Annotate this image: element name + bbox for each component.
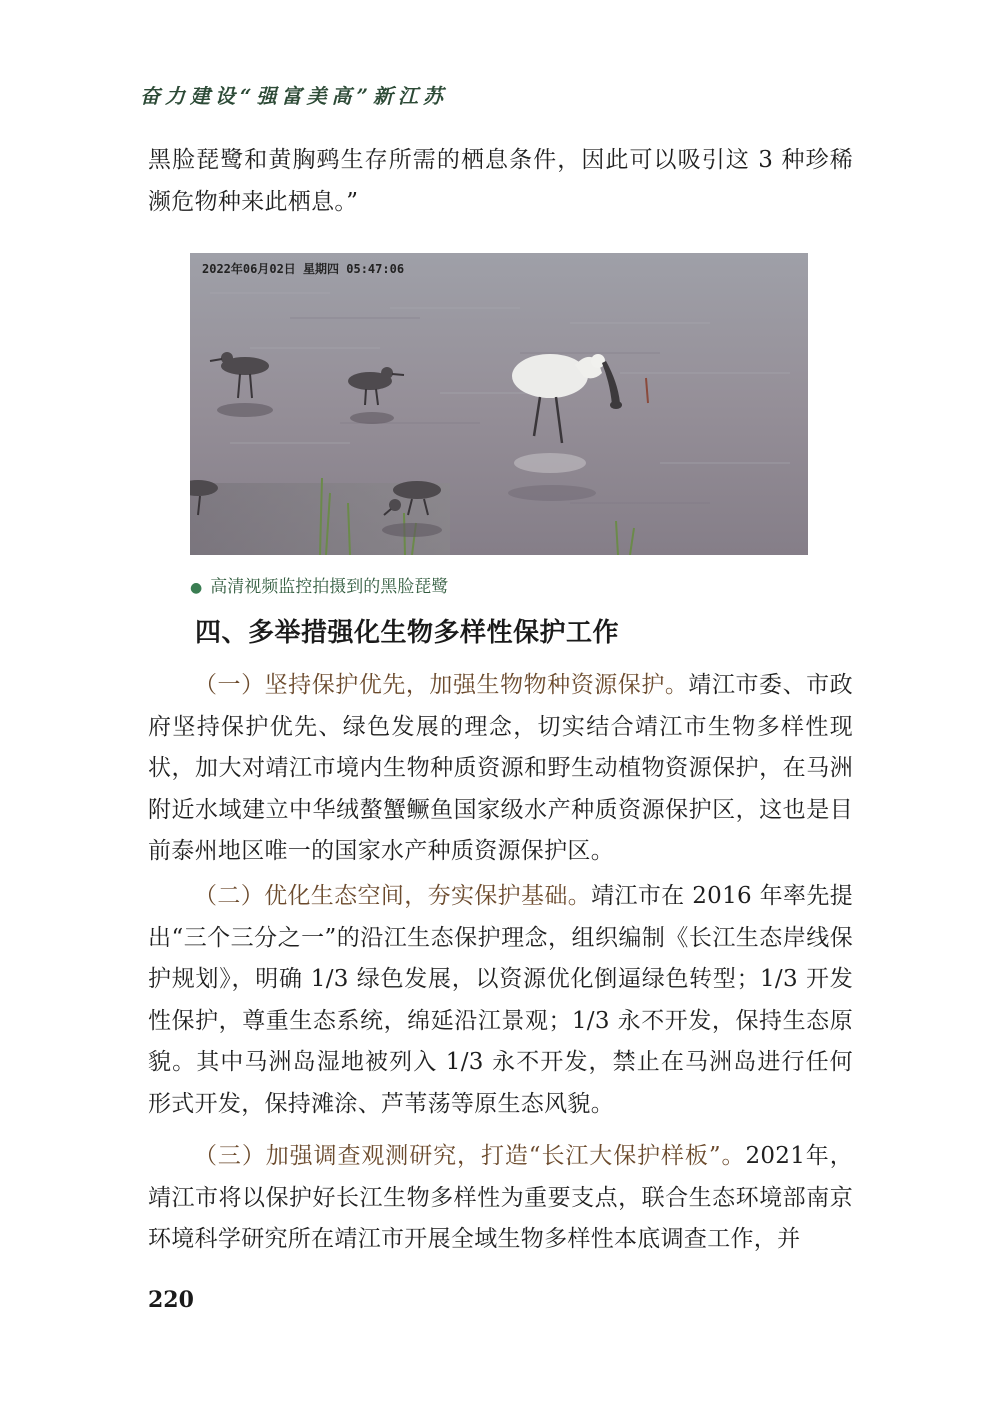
photo-timestamp: 2022年06月02日 星期四 05:47:06	[202, 262, 405, 276]
paragraph-text: 黑脸琵鹭和黄胸鹀生存所需的栖息条件，因此可以吸引这 3 种珍稀濒危物种来此栖息。”	[148, 147, 853, 215]
section-heading: 四、多举措强化生物多样性保护工作	[195, 618, 620, 648]
paragraph-text: 2021年，靖江市将以保护好长江生物多样性为重要支点，联合生态环境部南京环境科学研究所在靖江市开展全域生物多样性本底调查工作，并	[148, 1143, 853, 1252]
bullet-icon: ●	[190, 580, 203, 596]
paragraph-lead: （三）加强调查观测研究，打造“长江大保护样板”。	[194, 1143, 746, 1169]
paragraph-text: 靖江市委、市政府坚持保护优先、绿色发展的理念，切实结合靖江市生物多样性现状，加大对靖江市境内生物种质资源和野生动植物资源保护，在马洲附近水域建立中华绒螯蟹鳜鱼国家级水产种质资源保护区，这也是目前泰州地区唯一的国家水产种质资源保护区。	[148, 672, 853, 864]
page-number: 220	[148, 1287, 194, 1313]
paragraph-2	[148, 876, 853, 1125]
paragraph-1	[148, 665, 853, 873]
surveillance-photo-spoonbill	[190, 253, 808, 555]
paragraph-continued	[148, 140, 853, 223]
paragraph-lead: （一）坚持保护优先，加强生物物种资源保护。	[194, 672, 689, 698]
paragraph-lead: （二）优化生态空间，夯实保护基础。	[194, 883, 592, 909]
paragraph-text: 靖江市在 2016 年率先提出“三个三分之一”的沿江生态保护理念，组织编制《长江生态岸线保护规划》，明确 1/3 绿色发展，以资源优化倒逼绿色转型；1/3 开发性保护，尊重生态系统，绵延沿江景观；1/3 永不开发，保持生态原貌。其中马洲岛湿地被列入 1/3 永不开发，禁止在马洲岛进行任何形式开发，保持滩涂、芦苇荡等原生态风貌。	[148, 883, 853, 1117]
paragraph-3	[148, 1136, 853, 1261]
caption-text: 高清视频监控拍摄到的黑脸琵鹭	[210, 577, 449, 597]
running-header: 奋力建设“强富美高”新江苏	[140, 84, 449, 108]
figure-caption	[190, 572, 448, 597]
